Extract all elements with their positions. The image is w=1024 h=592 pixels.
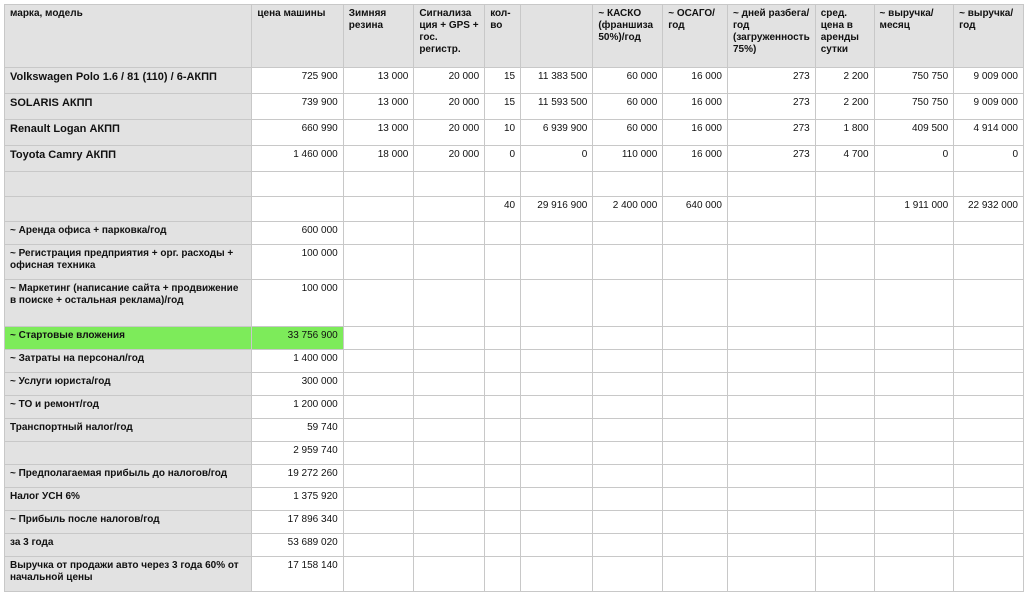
cell[interactable]: [593, 511, 663, 534]
cell[interactable]: [485, 534, 521, 557]
car-kasko[interactable]: 60 000: [593, 120, 663, 146]
expense-row: [5, 442, 1024, 465]
car-days[interactable]: 273: [727, 94, 815, 120]
cell[interactable]: [874, 488, 954, 511]
car-qty[interactable]: 15: [485, 68, 521, 94]
cell[interactable]: [521, 465, 593, 488]
expense-value[interactable]: 100 000: [252, 280, 343, 327]
cell[interactable]: [874, 534, 954, 557]
cell[interactable]: [521, 488, 593, 511]
car-model[interactable]: SOLARIS АКПП: [5, 94, 252, 120]
cell[interactable]: [954, 442, 1024, 465]
cell[interactable]: [485, 557, 521, 592]
car-month[interactable]: 750 750: [874, 94, 954, 120]
cell[interactable]: [414, 245, 485, 280]
cell[interactable]: [663, 280, 728, 327]
expense-row: [5, 419, 1024, 442]
expense-value[interactable]: 17 896 340: [252, 511, 343, 534]
cell[interactable]: [521, 442, 593, 465]
cell[interactable]: [815, 465, 874, 488]
cell[interactable]: [521, 557, 593, 592]
cell[interactable]: [954, 465, 1024, 488]
cell[interactable]: [874, 511, 954, 534]
cell[interactable]: [414, 373, 485, 396]
car-row: [5, 68, 1024, 94]
cell[interactable]: [414, 396, 485, 419]
cell[interactable]: [815, 396, 874, 419]
cell[interactable]: [414, 350, 485, 373]
empty-row: [5, 172, 1024, 197]
startup-investment-row: [5, 327, 1024, 350]
cell[interactable]: [815, 245, 874, 280]
cell[interactable]: [593, 534, 663, 557]
header-model: марка, модель: [5, 5, 252, 68]
cell[interactable]: [485, 419, 521, 442]
expense-value[interactable]: 600 000: [252, 222, 343, 245]
cell[interactable]: [521, 245, 593, 280]
header-quantity: кол-во: [485, 5, 521, 68]
cell[interactable]: [663, 350, 728, 373]
cell[interactable]: [521, 511, 593, 534]
cell[interactable]: [727, 488, 815, 511]
cell[interactable]: [954, 419, 1024, 442]
expense-row: [5, 396, 1024, 419]
cell[interactable]: [343, 280, 414, 327]
cell[interactable]: [343, 245, 414, 280]
cell[interactable]: [815, 197, 874, 222]
cell[interactable]: [815, 419, 874, 442]
expense-label[interactable]: ~ Затраты на персонал/год: [5, 350, 252, 373]
car-osago[interactable]: 16 000: [663, 146, 728, 172]
cell[interactable]: [727, 197, 815, 222]
car-year[interactable]: 9 009 000: [954, 68, 1024, 94]
car-total[interactable]: 0: [521, 146, 593, 172]
car-winter[interactable]: 13 000: [343, 120, 414, 146]
cell[interactable]: [485, 172, 521, 197]
total-year[interactable]: 22 932 000: [954, 197, 1024, 222]
expense-value[interactable]: 300 000: [252, 373, 343, 396]
car-year[interactable]: 4 914 000: [954, 120, 1024, 146]
cell[interactable]: [343, 557, 414, 592]
expense-label[interactable]: за 3 года: [5, 534, 252, 557]
cell[interactable]: [414, 442, 485, 465]
cell[interactable]: [593, 222, 663, 245]
cell[interactable]: [593, 245, 663, 280]
car-qty[interactable]: 10: [485, 120, 521, 146]
spreadsheet: [4, 4, 1024, 592]
cell[interactable]: [485, 350, 521, 373]
car-days[interactable]: 273: [727, 68, 815, 94]
cell[interactable]: [815, 557, 874, 592]
cell[interactable]: [521, 222, 593, 245]
cell[interactable]: [593, 419, 663, 442]
header-kasko: ~ КАСКО (франшиза 50%)/год: [593, 5, 663, 68]
cell[interactable]: [521, 396, 593, 419]
cell[interactable]: [485, 327, 521, 350]
cell[interactable]: [727, 327, 815, 350]
cell[interactable]: [485, 245, 521, 280]
cell[interactable]: [343, 465, 414, 488]
cell[interactable]: [874, 172, 954, 197]
cell[interactable]: [521, 280, 593, 327]
cell[interactable]: [593, 488, 663, 511]
cell[interactable]: [5, 172, 252, 197]
cell[interactable]: [252, 172, 343, 197]
car-osago[interactable]: 16 000: [663, 68, 728, 94]
car-winter[interactable]: 18 000: [343, 146, 414, 172]
cell[interactable]: [414, 222, 485, 245]
cell[interactable]: [663, 222, 728, 245]
cell[interactable]: [485, 511, 521, 534]
car-qty[interactable]: 0: [485, 146, 521, 172]
car-avg[interactable]: 1 800: [815, 120, 874, 146]
expense-row: [5, 373, 1024, 396]
cell[interactable]: [252, 197, 343, 222]
expense-row: [5, 511, 1024, 534]
car-qty[interactable]: 15: [485, 94, 521, 120]
expense-label[interactable]: ~ Прибыль после налогов/год: [5, 511, 252, 534]
cell[interactable]: [663, 396, 728, 419]
cell[interactable]: [954, 488, 1024, 511]
car-month[interactable]: 750 750: [874, 68, 954, 94]
car-month[interactable]: 409 500: [874, 120, 954, 146]
cell[interactable]: [815, 222, 874, 245]
cell[interactable]: [874, 465, 954, 488]
car-price[interactable]: 725 900: [252, 68, 343, 94]
cell[interactable]: [874, 222, 954, 245]
expense-label[interactable]: ~ Маркетинг (написание сайта + продвижение в поиске + остальная реклама)/год: [5, 280, 252, 327]
car-alarm[interactable]: 20 000: [414, 94, 485, 120]
header-total: [521, 5, 593, 68]
header-row: [5, 5, 1024, 68]
cell[interactable]: [663, 373, 728, 396]
expense-label[interactable]: ~ Услуги юриста/год: [5, 373, 252, 396]
cell[interactable]: [593, 327, 663, 350]
cell[interactable]: [414, 197, 485, 222]
cell[interactable]: [727, 280, 815, 327]
expense-label[interactable]: Налог УСН 6%: [5, 488, 252, 511]
cell[interactable]: [414, 488, 485, 511]
total-kasko[interactable]: 2 400 000: [593, 197, 663, 222]
cell[interactable]: [521, 534, 593, 557]
cell[interactable]: [343, 442, 414, 465]
cell[interactable]: [593, 396, 663, 419]
cell[interactable]: [954, 280, 1024, 327]
expense-row: [5, 465, 1024, 488]
cell[interactable]: [663, 534, 728, 557]
car-avg[interactable]: 2 200: [815, 68, 874, 94]
cell[interactable]: [815, 373, 874, 396]
cell[interactable]: [663, 419, 728, 442]
expense-label[interactable]: Выручка от продажи авто через 3 года 60% от начальной цены: [5, 557, 252, 592]
cell[interactable]: [485, 488, 521, 511]
expense-row: [5, 245, 1024, 280]
cell[interactable]: [521, 327, 593, 350]
totals-row: [5, 197, 1024, 222]
cell[interactable]: [727, 557, 815, 592]
car-year[interactable]: 0: [954, 146, 1024, 172]
car-kasko[interactable]: 60 000: [593, 94, 663, 120]
cell[interactable]: [343, 350, 414, 373]
expense-row: [5, 557, 1024, 592]
cell[interactable]: [874, 419, 954, 442]
expense-value[interactable]: 1 200 000: [252, 396, 343, 419]
cell[interactable]: [954, 222, 1024, 245]
cell[interactable]: [954, 557, 1024, 592]
cell[interactable]: [593, 350, 663, 373]
cell[interactable]: [815, 511, 874, 534]
header-rent-days: ~ дней разбега/год (загруженность 75%): [727, 5, 815, 68]
car-month[interactable]: 0: [874, 146, 954, 172]
cell[interactable]: [663, 327, 728, 350]
car-winter[interactable]: 13 000: [343, 94, 414, 120]
car-price[interactable]: 1 460 000: [252, 146, 343, 172]
car-model[interactable]: Toyota Camry АКПП: [5, 146, 252, 172]
cell[interactable]: [815, 172, 874, 197]
car-alarm[interactable]: 20 000: [414, 146, 485, 172]
car-model[interactable]: Renault Logan АКПП: [5, 120, 252, 146]
expense-value[interactable]: 59 740: [252, 419, 343, 442]
cell[interactable]: [874, 373, 954, 396]
cell[interactable]: [727, 350, 815, 373]
car-price[interactable]: 660 990: [252, 120, 343, 146]
expense-label[interactable]: [5, 442, 252, 465]
expense-value[interactable]: 17 158 140: [252, 557, 343, 592]
total-month[interactable]: 1 911 000: [874, 197, 954, 222]
cell[interactable]: [485, 373, 521, 396]
cell[interactable]: [414, 465, 485, 488]
car-days[interactable]: 273: [727, 146, 815, 172]
cell[interactable]: [485, 222, 521, 245]
car-kasko[interactable]: 110 000: [593, 146, 663, 172]
cell[interactable]: [485, 396, 521, 419]
cell[interactable]: [343, 511, 414, 534]
car-alarm[interactable]: 20 000: [414, 68, 485, 94]
cell[interactable]: [874, 350, 954, 373]
cell[interactable]: [663, 465, 728, 488]
car-avg[interactable]: 4 700: [815, 146, 874, 172]
expense-label[interactable]: Транспортный налог/год: [5, 419, 252, 442]
cell[interactable]: [954, 350, 1024, 373]
car-price[interactable]: 739 900: [252, 94, 343, 120]
cell[interactable]: [663, 245, 728, 280]
cell[interactable]: [874, 327, 954, 350]
cell[interactable]: [663, 488, 728, 511]
car-row: [5, 120, 1024, 146]
cell[interactable]: [485, 280, 521, 327]
expense-value[interactable]: 1 400 000: [252, 350, 343, 373]
cell[interactable]: [343, 327, 414, 350]
expense-value[interactable]: 19 272 260: [252, 465, 343, 488]
cell[interactable]: [815, 280, 874, 327]
cell[interactable]: [414, 419, 485, 442]
cell[interactable]: [593, 557, 663, 592]
cell[interactable]: [727, 534, 815, 557]
car-days[interactable]: 273: [727, 120, 815, 146]
cell[interactable]: [663, 557, 728, 592]
cell[interactable]: [954, 511, 1024, 534]
expense-row: [5, 222, 1024, 245]
cell[interactable]: [815, 488, 874, 511]
cell[interactable]: [727, 511, 815, 534]
cell[interactable]: [343, 419, 414, 442]
total-qty[interactable]: 40: [485, 197, 521, 222]
car-winter[interactable]: 13 000: [343, 68, 414, 94]
cell[interactable]: [815, 327, 874, 350]
expense-value[interactable]: 2 959 740: [252, 442, 343, 465]
cell[interactable]: [727, 373, 815, 396]
car-row: [5, 94, 1024, 120]
car-total[interactable]: 6 939 900: [521, 120, 593, 146]
header-revenue-year: ~ выручка/ год: [954, 5, 1024, 68]
cell[interactable]: [414, 534, 485, 557]
expense-label[interactable]: ~ Аренда офиса + парковка/год: [5, 222, 252, 245]
header-osago: ~ ОСАГО/ год: [663, 5, 728, 68]
cell[interactable]: [343, 197, 414, 222]
cell[interactable]: [521, 419, 593, 442]
cell[interactable]: [343, 488, 414, 511]
expense-row: [5, 350, 1024, 373]
header-alarm: Сигнализа ция + GPS + гос. регистр.: [414, 5, 485, 68]
cell[interactable]: [727, 396, 815, 419]
cell[interactable]: [663, 511, 728, 534]
cell[interactable]: [663, 172, 728, 197]
car-alarm[interactable]: 20 000: [414, 120, 485, 146]
cell[interactable]: [727, 222, 815, 245]
car-model[interactable]: Volkswagen Polo 1.6 / 81 (110) / 6-АКПП: [5, 68, 252, 94]
expense-value[interactable]: 1 375 920: [252, 488, 343, 511]
car-osago[interactable]: 16 000: [663, 94, 728, 120]
expense-value[interactable]: 53 689 020: [252, 534, 343, 557]
cell[interactable]: [343, 373, 414, 396]
cell[interactable]: [954, 245, 1024, 280]
cell[interactable]: [954, 373, 1024, 396]
cell[interactable]: [815, 442, 874, 465]
expense-row: [5, 534, 1024, 557]
cell[interactable]: [414, 172, 485, 197]
cell[interactable]: [815, 350, 874, 373]
total-osago[interactable]: 640 000: [663, 197, 728, 222]
cell[interactable]: [521, 172, 593, 197]
cell[interactable]: [874, 280, 954, 327]
expense-label[interactable]: ~ Предполагаемая прибыль до налогов/год: [5, 465, 252, 488]
car-total[interactable]: 11 593 500: [521, 94, 593, 120]
car-year[interactable]: 9 009 000: [954, 94, 1024, 120]
cell[interactable]: [521, 350, 593, 373]
cell[interactable]: [727, 245, 815, 280]
cell[interactable]: [593, 442, 663, 465]
cell[interactable]: [414, 511, 485, 534]
cell[interactable]: [414, 280, 485, 327]
header-revenue-month: ~ выручка/ месяц: [874, 5, 954, 68]
cell[interactable]: [727, 172, 815, 197]
car-avg[interactable]: 2 200: [815, 94, 874, 120]
cell[interactable]: [343, 534, 414, 557]
cell[interactable]: [954, 534, 1024, 557]
car-row: [5, 146, 1024, 172]
cell[interactable]: [954, 396, 1024, 419]
cell[interactable]: [815, 534, 874, 557]
expense-label[interactable]: ~ Регистрация предприятия + орг. расходы + офисная техника: [5, 245, 252, 280]
cell[interactable]: [414, 557, 485, 592]
cell[interactable]: [663, 442, 728, 465]
cell[interactable]: [727, 442, 815, 465]
cell[interactable]: [593, 172, 663, 197]
header-avg-price: сред. цена в аренды сутки: [815, 5, 874, 68]
cell[interactable]: [521, 373, 593, 396]
cell[interactable]: [414, 327, 485, 350]
cell[interactable]: [593, 465, 663, 488]
cell[interactable]: [874, 557, 954, 592]
expense-label[interactable]: ~ ТО и ремонт/год: [5, 396, 252, 419]
cell[interactable]: [5, 197, 252, 222]
cell[interactable]: [954, 172, 1024, 197]
cell[interactable]: [874, 396, 954, 419]
cell[interactable]: [343, 396, 414, 419]
cell[interactable]: [874, 245, 954, 280]
cell[interactable]: [485, 442, 521, 465]
cell[interactable]: [593, 373, 663, 396]
expense-row: [5, 280, 1024, 327]
cell[interactable]: [343, 172, 414, 197]
startup-investment-label[interactable]: ~ Стартовые вложения: [5, 327, 252, 350]
cell[interactable]: [727, 465, 815, 488]
cell[interactable]: [874, 442, 954, 465]
car-kasko[interactable]: 60 000: [593, 68, 663, 94]
cell[interactable]: [727, 419, 815, 442]
car-total[interactable]: 11 383 500: [521, 68, 593, 94]
car-osago[interactable]: 16 000: [663, 120, 728, 146]
total-sum[interactable]: 29 916 900: [521, 197, 593, 222]
header-price: цена машины: [252, 5, 343, 68]
header-winter-tires: Зимняя резина: [343, 5, 414, 68]
expense-value[interactable]: 100 000: [252, 245, 343, 280]
expense-row: [5, 488, 1024, 511]
cell[interactable]: [593, 280, 663, 327]
business-plan-table: [4, 4, 1024, 592]
cell[interactable]: [485, 465, 521, 488]
startup-investment-value[interactable]: 33 756 900: [252, 327, 343, 350]
cell[interactable]: [343, 222, 414, 245]
cell[interactable]: [954, 327, 1024, 350]
